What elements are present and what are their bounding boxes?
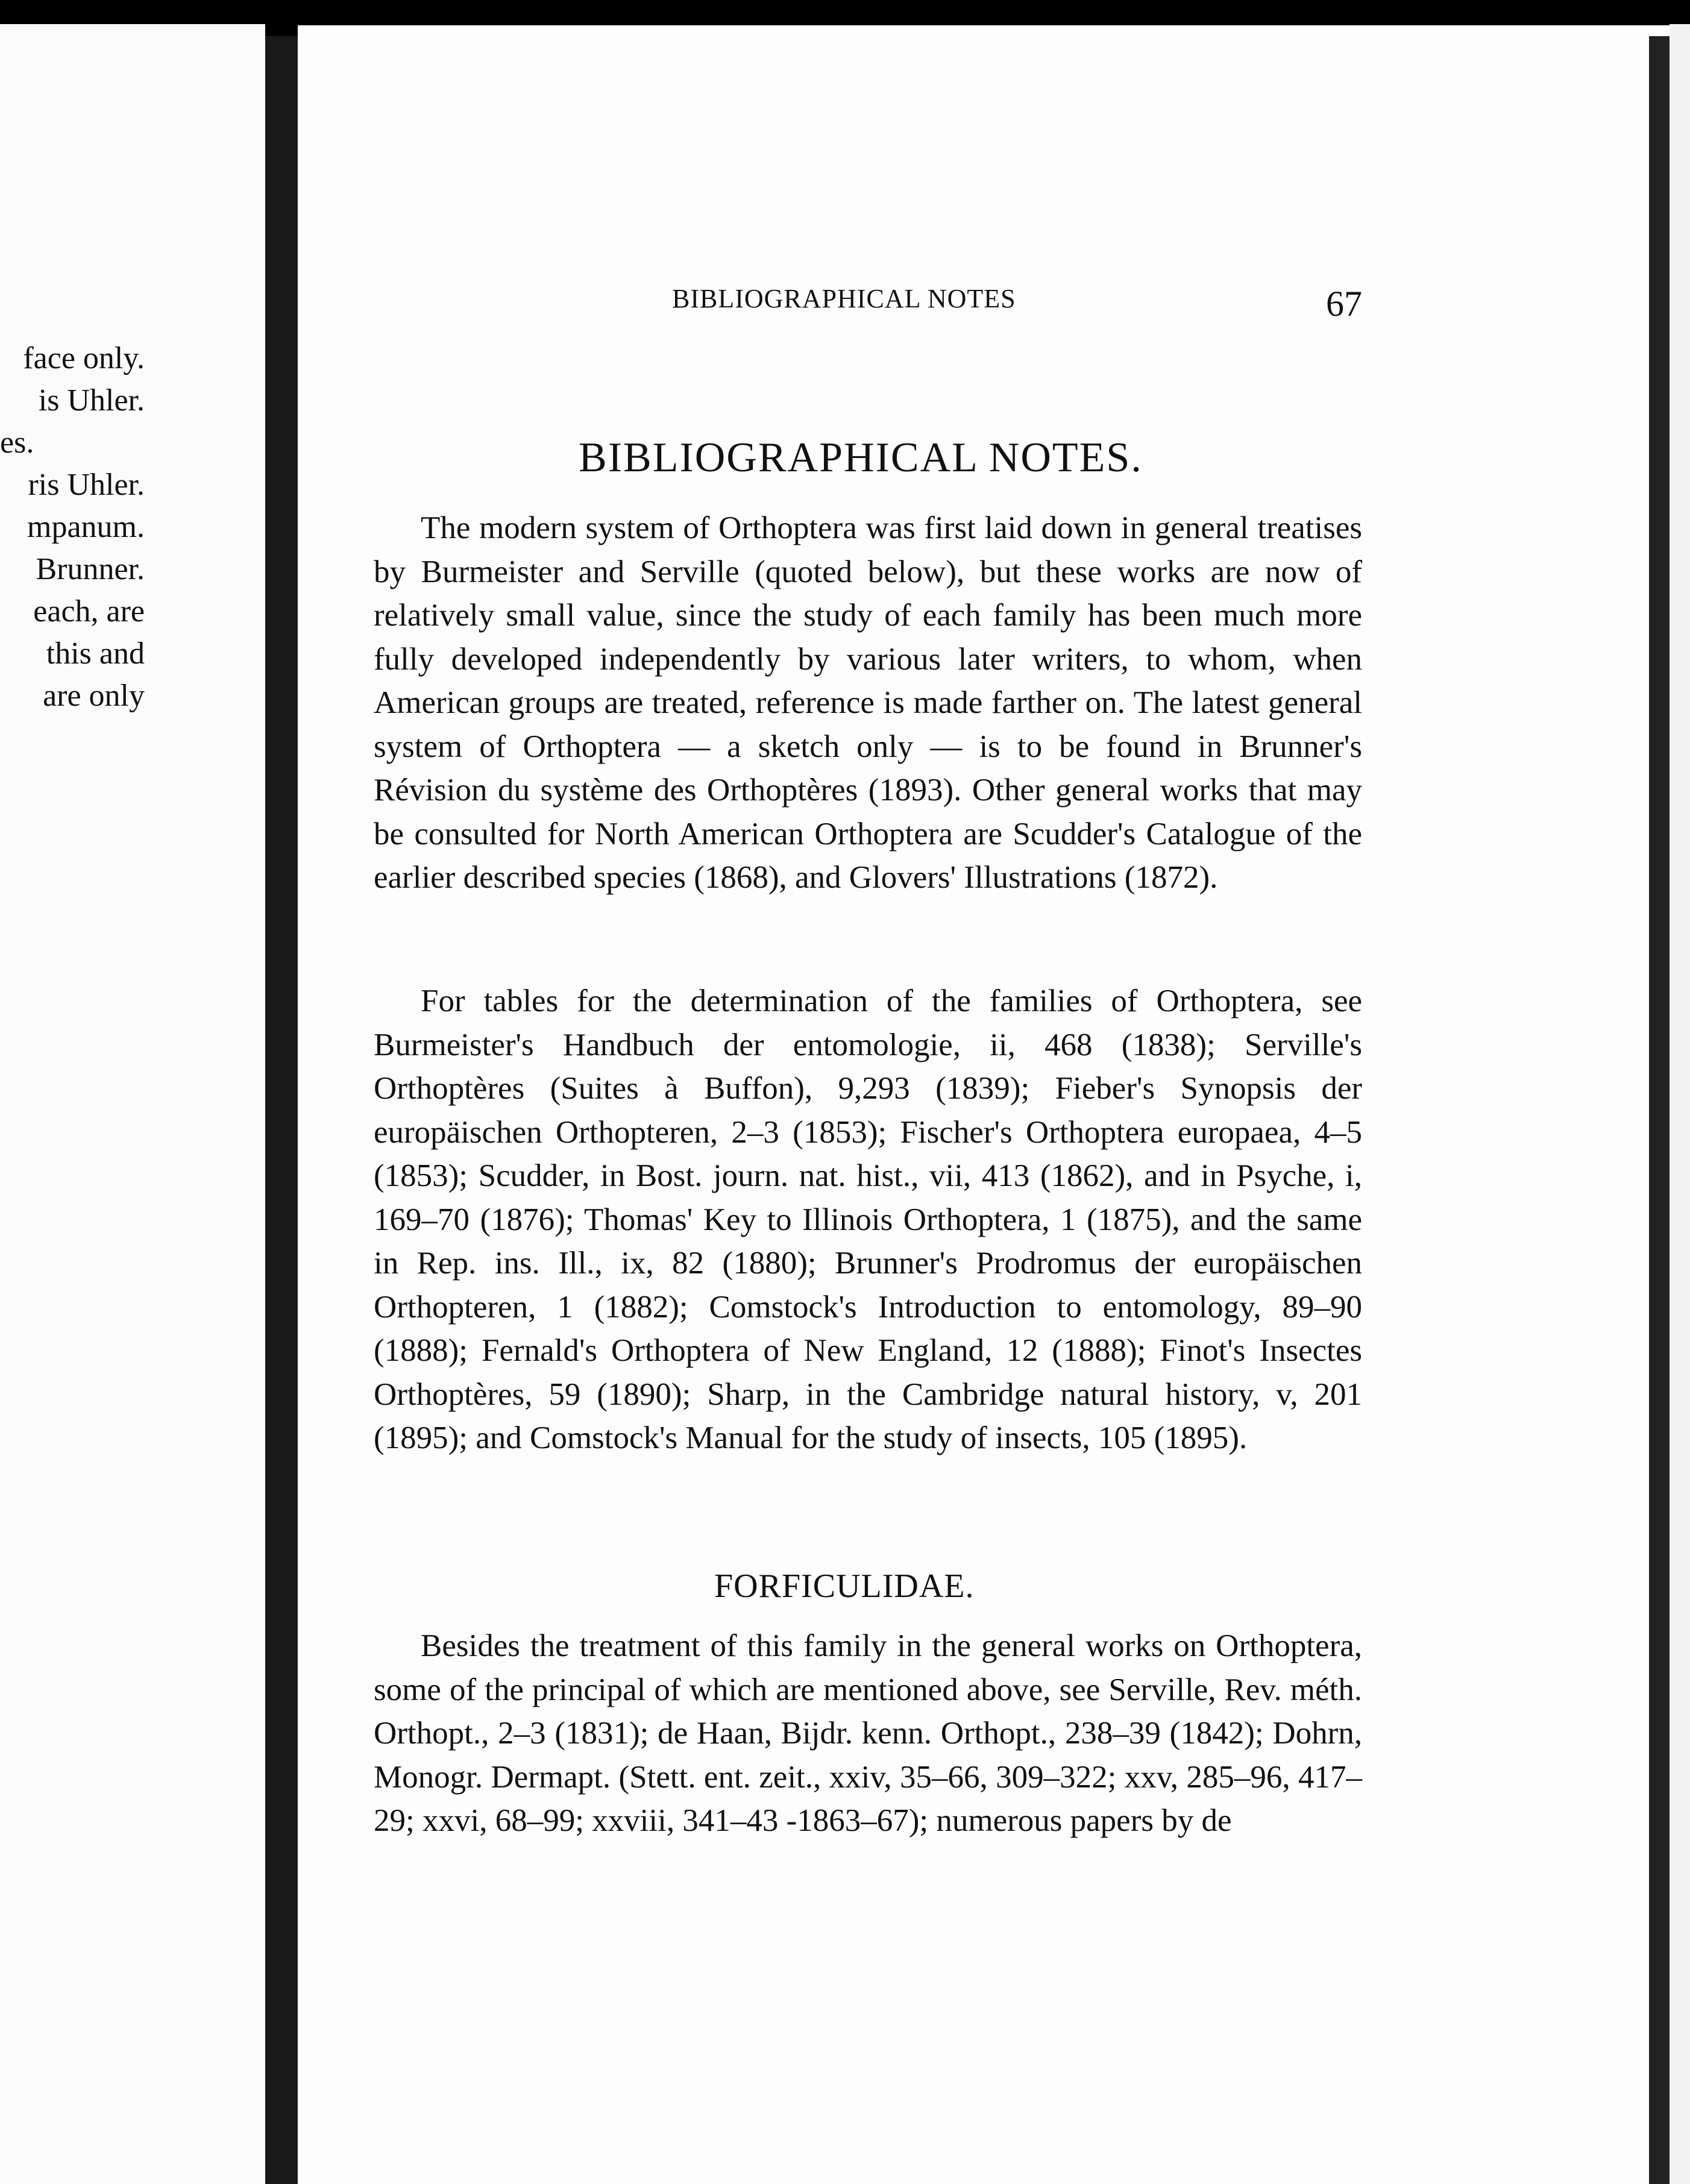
paragraph: Besides the treatment of this family in the general works on Orthoptera, some of the principal of which are mentioned above, see Serville, Rev. méth. Orthopt., 2–3 (1831); de Haan, Bijdr. kenn. Orthopt., 238–39 (1842); Dohrn, Monogr. Dermapt. (Stett. ent. zeit., xxiv, 35–66, 309–322; xxv, 285–96, 417–29; xxvi, 68–99; xxviii, 341–43 -1863–67); numerous papers by de [374,1628,1362,1838]
running-head: BIBLIOGRAPHICAL NOTES [672,284,1016,313]
facing-page-line: are only [43,679,145,713]
section-title: BIBLIOGRAPHICAL NOTES. [579,435,1143,481]
page-number: 67 [1326,284,1362,324]
subsection-title: FORFICULIDAE. [714,1567,975,1605]
book-gutter [265,36,298,2184]
facing-page-line: this and [46,636,145,671]
facing-page-line: is Uhler. [38,383,145,418]
facing-page-line: Brunner. [36,552,145,586]
facing-page-line: face only. [23,341,145,375]
paragraph: For tables for the determination of the families of Orthoptera, see Burmeister's Handbuch der entomologie, ii, 468 (1838); Serville's Orthoptères (Suites à Buffon), 9,293 (1839); Fieber's Synopsis der europäischen Orthopteren, 2–3 (1853); Fischer's Orthoptera europaea, 4–5 (1853); Scudder, in Bost. journ. nat. hist., vii, 413 (1862), and in Psyche, i, 169–70 (1876); Thomas' Key to Illinois Orthoptera, 1 (1875), and the same in Rep. ins. Ill., ix, 82 (1880); Brunner's Prodromus der europäischen Orthopteren, 1 (1882); Comstock's Introduction to entomology, 89–90 (1888); Fernald's Orthoptera of New England, 12 (1888); Finot's Insectes Orthoptères, 59 (1890); Sharp, in the Cambridge natural history, v, 201 (1895); and Comstock's Manual for the study of insects, 105 (1895). [374,984,1362,1455]
facing-page [0,24,265,2184]
facing-page-line: ris Uhler. [28,468,145,502]
facing-page-line: each, are [33,594,145,629]
facing-page-line: mpanum. [27,510,145,544]
paragraph: The modern system of Orthoptera was first laid down in general treatises by Burmeister and Serville (quoted below), but these works are now of relatively small value, since the study of each family has been much more fully developed independently by various later writers, to whom, when American groups are treated, reference is made farther on. The latest general system of Orthoptera — a sketch only — is to be found in Brunner's Révision du système des Orthoptères (1893). Other general works that may be consulted for North American Orthoptera are Scudder's Catalogue of the earlier described species (1868), and Glovers' Illustrations (1872). [374,510,1362,895]
page-edge-strip [1670,24,1690,2184]
facing-page-line: es. [0,425,34,460]
